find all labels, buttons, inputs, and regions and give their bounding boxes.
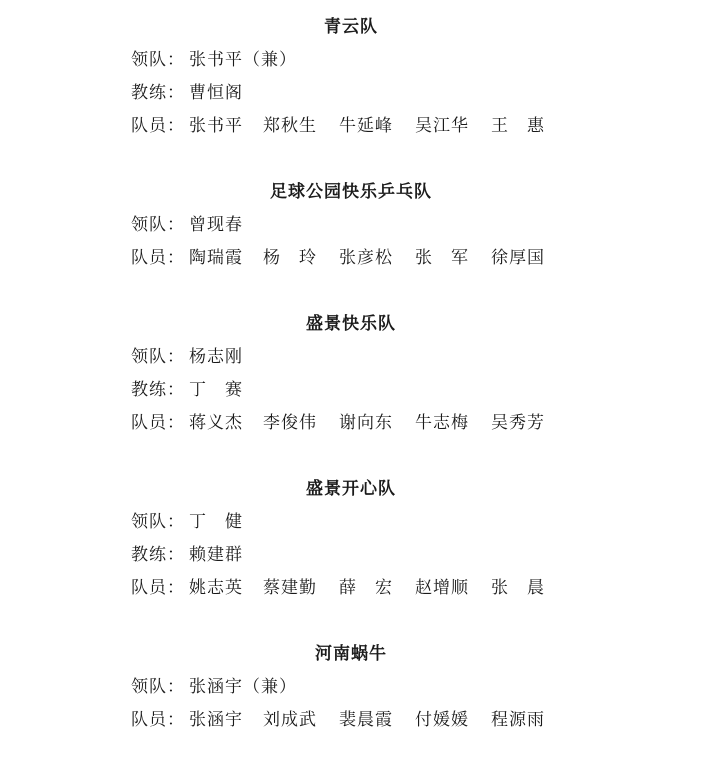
member-name: 赖建群 (189, 545, 243, 565)
member-name: 程源雨 (491, 710, 545, 730)
role-label: 领队： (131, 347, 185, 367)
member-name: 曹恒阁 (189, 83, 243, 103)
member-name: 曾现春 (189, 215, 243, 235)
role-label: 队员： (131, 578, 185, 598)
member-name: 薛 宏 (339, 578, 393, 598)
role-label: 领队： (131, 512, 185, 532)
member-name: 牛延峰 (339, 116, 393, 136)
role-label: 领队： (131, 50, 185, 70)
member-name: 谢向东 (339, 413, 393, 433)
member-name: 张 军 (415, 248, 469, 268)
member-name: 姚志英 (189, 578, 243, 598)
member-name: 丁 健 (189, 512, 243, 532)
member-name: 丁 赛 (189, 380, 243, 400)
team-title: 河南蜗牛 (315, 644, 387, 664)
team-title: 盛景快乐队 (306, 314, 396, 334)
member-name: 李俊伟 (263, 413, 317, 433)
member-name: 蒋义杰 (189, 413, 243, 433)
member-name: 张彦松 (339, 248, 393, 268)
member-name: 张涵宇（兼） (189, 677, 297, 697)
member-name: 吴秀芳 (491, 413, 545, 433)
member-name: 张涵宇 (189, 710, 243, 730)
member-name: 陶瑞霞 (189, 248, 243, 268)
team-title: 足球公园快乐乒乓队 (270, 182, 432, 202)
member-name: 王 惠 (491, 116, 545, 136)
role-label: 队员： (131, 248, 185, 268)
role-label: 队员： (131, 116, 185, 136)
member-name: 张书平 (189, 116, 243, 136)
member-name: 牛志梅 (415, 413, 469, 433)
role-label: 教练： (131, 83, 185, 103)
member-name: 刘成武 (263, 710, 317, 730)
role-label: 队员： (131, 413, 185, 433)
member-name: 裴晨霞 (339, 710, 393, 730)
member-name: 郑秋生 (263, 116, 317, 136)
role-label: 领队： (131, 677, 185, 697)
member-name: 付媛媛 (415, 710, 469, 730)
member-name: 蔡建勤 (263, 578, 317, 598)
role-label: 教练： (131, 380, 185, 400)
role-label: 教练： (131, 545, 185, 565)
member-name: 徐厚国 (491, 248, 545, 268)
team-title: 盛景开心队 (306, 479, 396, 499)
member-name: 张 晨 (491, 578, 545, 598)
member-name: 张书平（兼） (189, 50, 297, 70)
team-title: 青云队 (324, 17, 378, 37)
role-label: 队员： (131, 710, 185, 730)
member-name: 吴江华 (415, 116, 469, 136)
member-name: 杨 玲 (263, 248, 317, 268)
member-name: 杨志刚 (189, 347, 243, 367)
role-label: 领队： (131, 215, 185, 235)
member-name: 赵增顺 (415, 578, 469, 598)
